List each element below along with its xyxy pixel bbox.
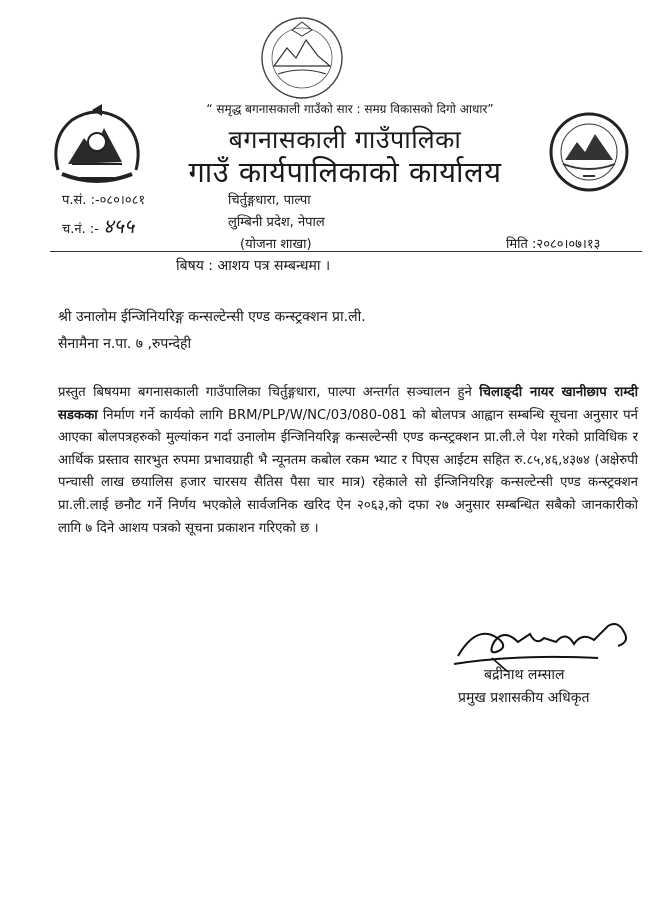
address-line-2: लुम्बिनी प्रदेश, नेपाल [228, 215, 325, 230]
letter-date: मिति :२०८०।०७।१३ [506, 237, 601, 252]
nepal-emblem [42, 98, 152, 194]
ps-label: प.सं. :- [62, 193, 100, 208]
dispatch-number [62, 212, 134, 239]
reference-number [62, 190, 145, 208]
recipient-name: श्री उनालोम ईन्जिनियरिङ्ग कन्सल्टेन्सी एण्ड कन्स्ट्रक्शन प्रा.ली. [58, 309, 366, 325]
branch-name: (योजना शाखा) [240, 237, 312, 252]
body-part-1: प्रस्तुत बिषयमा बगनासकाली गाउँपालिका चिर्तुङ्गधारा, पाल्पा अन्तर्गत सञ्चालन हुने [58, 385, 472, 400]
recipient-address: सैनामैना न.पा. ७ ,रुपन्देही [58, 336, 192, 352]
municipality-seal-right [545, 110, 633, 194]
signer-title: प्रमुख प्रशासकीय अधिकृत [458, 690, 590, 706]
municipality-seal-top [252, 14, 352, 106]
body-road-name: चिलाङ्दी नायर खानीछाप राम्दी सडकका [58, 385, 638, 423]
signature [448, 612, 658, 672]
cn-value: ४५५ [103, 214, 135, 238]
body-part-3: निर्माण गर्ने कार्यको लागि BRM/PLP/W/NC/03/080-081 को बोलपत्र आह्वान सम्बन्धि सूचना अनुसार पर्न आएका बोलपत्रहरुको मुल्यांकन गर्दा उनालोम ईन्जिनियरिङ्ग कन्सल्टेन्सी एण्ड कन्स्ट्रक्शन प्रा.ली.ले पेश गरेको प्राविधिक र आर्थिक प्रस्ताव सारभुत रुपमा प्रभावग्राही भै न्यूनतम कबोल रकम भ्याट र पिएस आईटम सहित रु.८५,४६,४३७४ (अक्षेरुपी पन्चासी लाख छयालिस हजार चारसय सैतिस पैसा चार मात्र) रहेकाले सो ईन्जिनियरिङ्ग कन्सल्टेन्सी एण्ड कन्स्ट्रक्शन प्रा.ली.लाई छनौट गर्ने निर्णय भएकोले सार्वजनिक खरिद ऐन २०६३,को दफा २७ अनुसार सम्बन्धित सबैको जानकारीको लागि ७ दिने आशय पत्रको सूचना प्रकाशन गरिएको छ । [58, 407, 638, 536]
cn-label: च.नं. :- [62, 222, 99, 237]
ps-value: ०८०।०८१ [99, 193, 146, 208]
address-line-1: चिर्तुङ्गधारा, पाल्पा [228, 193, 311, 208]
signer-name: बद्रीनाथ लम्साल [484, 667, 565, 683]
motto: “ समृद्ध बगनासकाली गाउँको सार : समग्र विकासको दिगो आधार” [206, 102, 494, 116]
header-divider [50, 251, 642, 252]
letter-subject: बिषय : आशय पत्र सम्बन्धमा । [176, 258, 331, 274]
office-name: गाउँ कार्यपालिकाको कार्यालय [188, 155, 502, 189]
letter-body [58, 382, 638, 540]
organization-name: बगनासकाली गाउँपालिका [228, 125, 462, 154]
